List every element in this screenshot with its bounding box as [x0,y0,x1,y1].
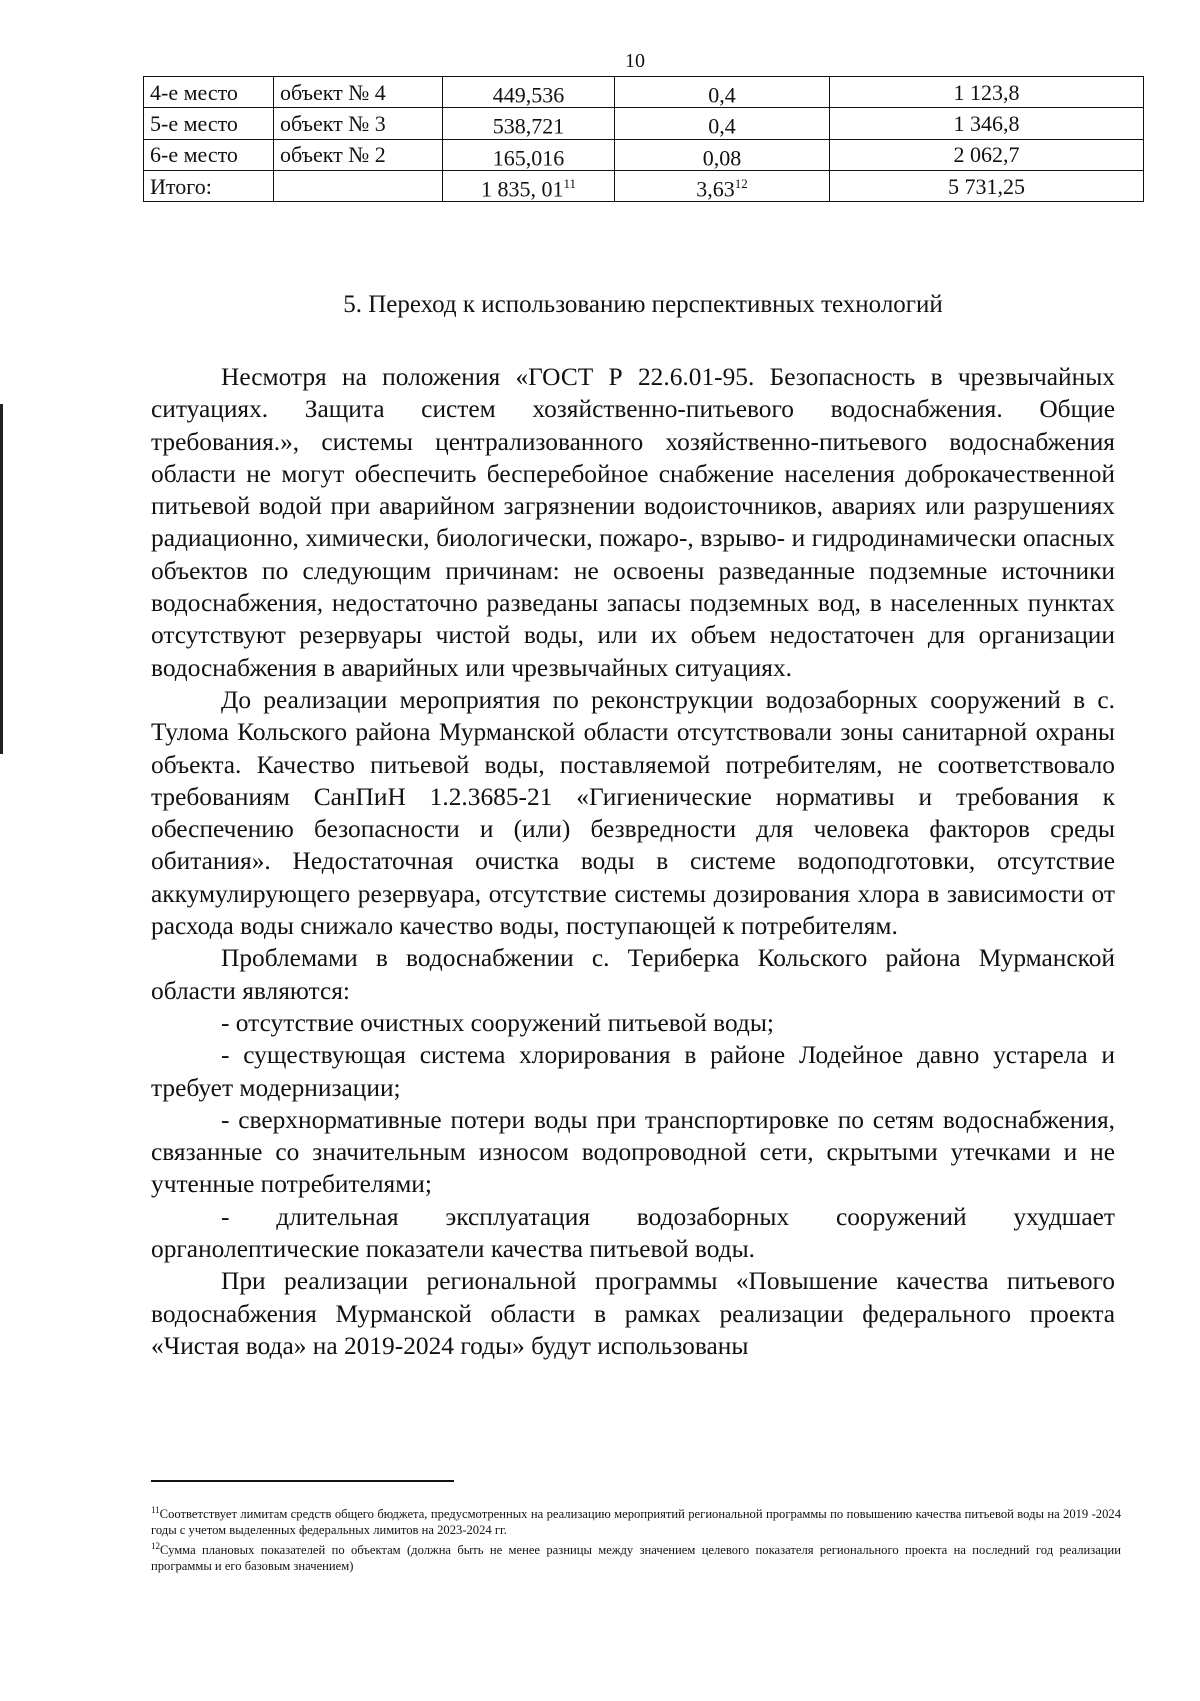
table-cell-value1: 165,016 [443,139,615,170]
margin-rule [0,404,3,754]
table-cell-place: Итого: [144,170,274,201]
table-cell-value3: 2 062,7 [830,139,1144,170]
footnote-ref: 11 [563,175,577,191]
footnotes [151,1502,1121,1574]
list-item: - существующая система хлорирования в районе Лодейное давно устарела и требует модернизации; [151,1041,1115,1102]
table-cell-place: 6-е место [144,139,274,170]
table-cell-value1: 449,536 [443,77,615,108]
footnote-11: $^{11}$Соответствует лимитам средств общего бюджета, предусмотренных на реализацию мероприятий региональной программы по повышению качества питьевой воды на 2019 -2024 годы с учетом выделенных федеральных лимитов на 2023-2024 гг. [151,1505,1121,1538]
list-item: - сверхнормативные потери воды при транспортировке по сетям водоснабжения, связанные со значительным износом водопроводной сети, скрытыми утечками и не учтенные потребителями; [151,1105,1115,1199]
table-cell-object: объект № 3 [274,108,443,139]
table-cell-object: объект № 4 [274,77,443,108]
section-heading: 5. Переход к использованию перспективных технологий [343,291,943,318]
table-row [144,77,1144,108]
table-cell-object [274,170,443,201]
list-item: - длительная эксплуатация водозаборных сооружений ухудшает органолептические показатели качества питьевой воды. [151,1202,1115,1264]
table-cell-object: объект № 2 [274,139,443,170]
list-item: - отсутствие очистных сооружений питьевой воды; [221,1008,774,1037]
table-cell-place: 4-е место [144,77,274,108]
section-body [151,361,1115,1362]
table-cell-value2: 0,4 [615,77,830,108]
paragraph: Проблемами в водоснабжении с. Териберка Кольского района Мурманской области являются: [151,944,1115,1005]
table-cell-value2: 3,63$^{12}$ [615,170,830,201]
paragraph: При реализации региональной программы «Повышение качества питьевого водоснабжения Мурманской области в рамках реализации федерального проекта «Чистая вода» на 2019-2024 годы» будут использованы [151,1267,1115,1360]
footnote-ref: 12 [734,175,748,191]
footnote-separator [151,1480,454,1482]
paragraph: До реализации мероприятия по реконструкции водозаборных сооружений в с. Тулома Кольского района Мурманской области отсутствовали зоны санитарной охраны объекта. Качество питьевой воды, поставляемой потребителям, не соответствовало требованиям СанПиН 1.2.3685-21 «Гигиенические нормативы и требования к обеспечению безопасности и (или) безвредности для человека факторов среды обитания». Недостаточная очистка воды в системе водоподготовки, отсутствие аккумулирующего резервуара, отсутствие системы дозирования хлора в зависимости от расхода воды снижало качество воды, поступающей к потребителям. [151,685,1115,941]
paragraph: Несмотря на положения «ГОСТ Р 22.6.01-95. Безопасность в чрезвычайных ситуациях. Защита систем хозяйственно-питьевого водоснабжения. Общие требования.», системы централизованного хозяйственно-питьевого водоснабжения области не могут обеспечить бесперебойное снабжение населения доброкачественной питьевой водой при аварийном загрязнении водоисточников, авариях или разрушениях радиационно, химически, биологически, пожаро-, взрыво- и гидродинамически опасных объектов по следующим причинам: не освоены разведанные подземные источники водоснабжения, недостаточно разведаны запасы подземных вод, в населенных пунктах отсутствуют резервуары чистой воды, или их объем недостаточен для организации водоснабжения в аварийных или чрезвычайных ситуациях. [151,363,1115,682]
summary-table [143,76,1144,202]
table-cell-value1: 538,721 [443,108,615,139]
table-cell-value2: 0,4 [615,108,830,139]
table-cell-value2: 0,08 [615,139,830,170]
table-cell-value3: 5 731,25 [830,170,1144,201]
table-row [144,108,1144,139]
table-cell-value1: 1 835, $01^{11}$ [443,170,615,201]
page-number: 10 [625,50,645,72]
table-cell-value3: 1 346,8 [830,108,1144,139]
table-row [144,139,1144,170]
footnote-12: $^{12}$Сумма плановых показателей по объектам (должна быть не менее разницы между значением целевого показателя регионального проекта на последний год реализации программы и его базовым значением) [151,1541,1121,1574]
table-cell-value3: 1 123,8 [830,77,1144,108]
table-cell-place: 5-е место [144,108,274,139]
table-row [144,170,1144,201]
